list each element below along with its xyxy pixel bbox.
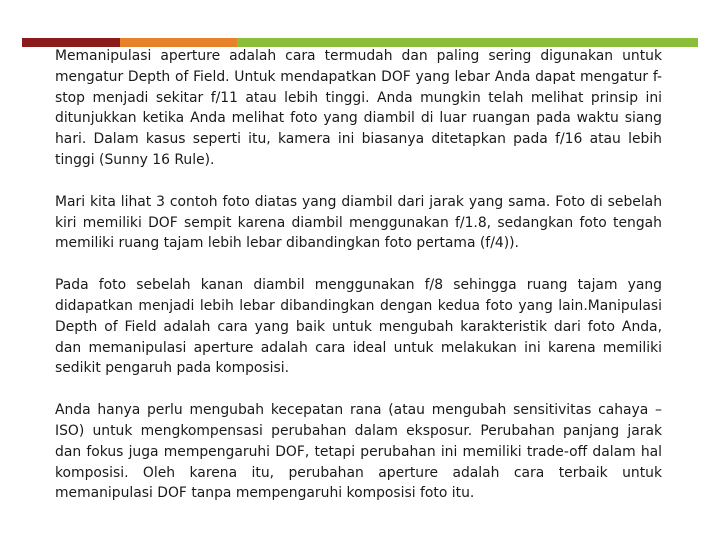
paragraph-shutter-compensation: Anda hanya perlu mengubah kecepatan rana (atau mengubah sensitivitas cahaya – ISO) untuk mengkompensasi perubahan dalam eksposur. Perubahan panjang jarak dan fokus juga mempengaruhi DOF, tetapi perubahan ini memiliki trade-off dalam hal komposisi. Oleh karena itu, perubahan aperture adalah cara terbaik untuk memanipulasi DOF tanpa mempengaruhi komposisi foto itu. xyxy=(55,402,662,502)
paragraph-right-photo: Pada foto sebelah kanan diambil menggunakan f/8 sehingga ruang tajam yang didapatkan menjadi lebih lebar dibandingkan dengan kedua foto yang lain.Manipulasi Depth of Field adalah cara yang baik untuk mengubah karakteristik dari foto Anda, dan memanipulasi aperture adalah cara ideal untuk melakukan ini karena memiliki sedikit pengaruh pada komposisi. xyxy=(55,277,662,377)
slide-body xyxy=(55,46,662,504)
paragraph-aperture-intro: Memanipulasi aperture adalah cara termudah dan paling sering digunakan untuk mengatur Depth of Field. Untuk mendapatkan DOF yang lebar Anda dapat mengatur f-stop menjadi sekitar f/11 atau lebih tinggi. Anda mungkin telah melihat prinsip ini ditunjukkan ketika Anda melihat foto yang diambil di luar ruangan pada waktu siang hari. Dalam kasus seperti itu, kamera ini biasanya ditetapkan pada f/16 atau lebih tinggi (Sunny 16 Rule). xyxy=(55,48,662,168)
paragraph-photo-examples: Mari kita lihat 3 contoh foto diatas yang diambil dari jarak yang sama. Foto di sebelah kiri memiliki DOF sempit karena diambil menggunakan f/1.8, sedangkan foto tengah memiliki ruang tajam lebih lebar dibandingkan foto pertama (f/4)). xyxy=(55,193,662,252)
